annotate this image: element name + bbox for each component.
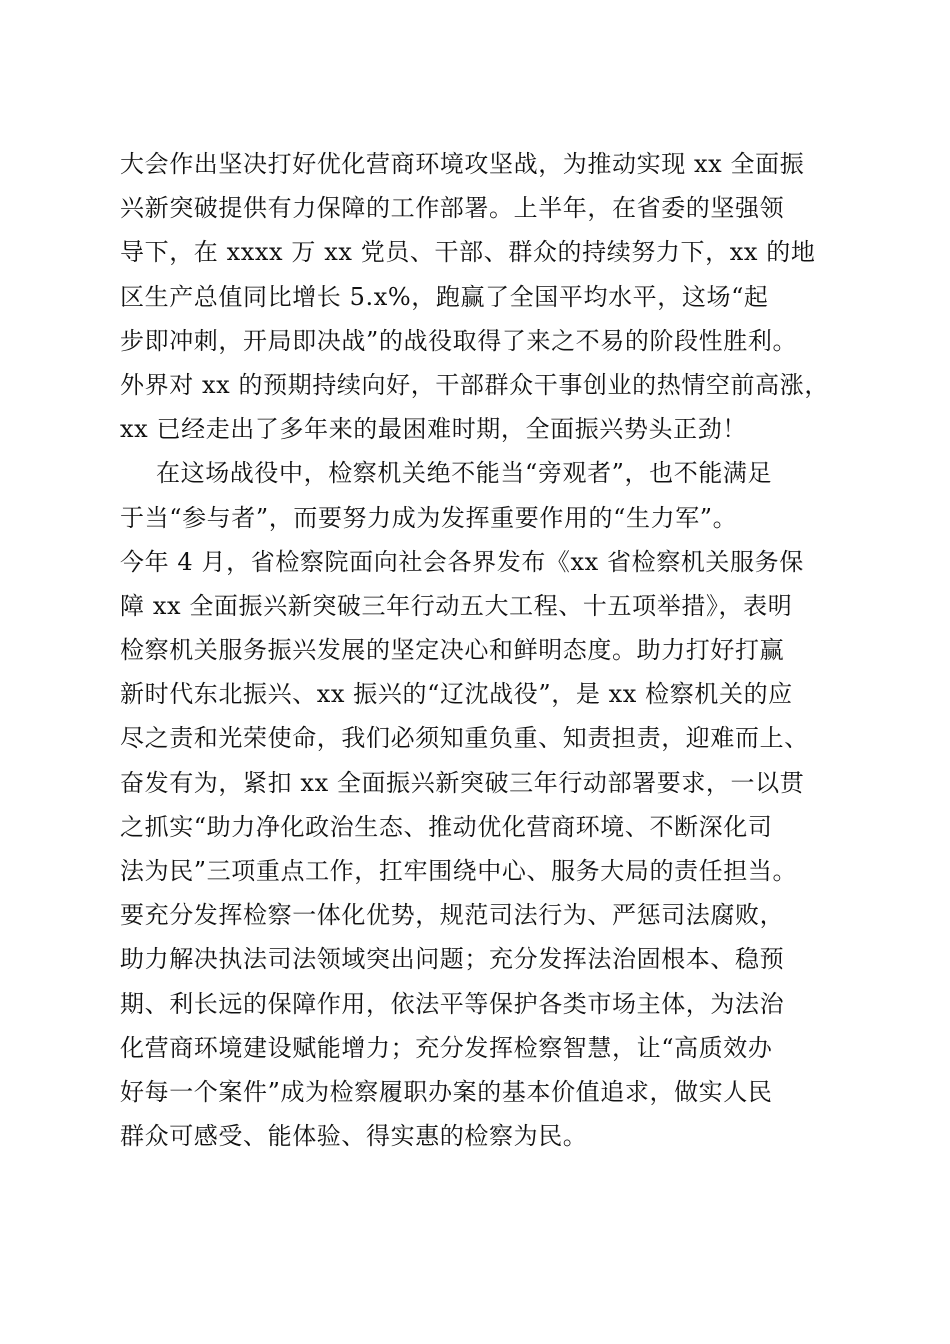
paragraph-line: 助力解决执法司法领域突出问题；充分发挥法治固根本、稳预: [120, 945, 785, 974]
paragraph-line: xx 已经走出了多年来的最困难时期，全面振兴势头正劲！: [120, 415, 747, 444]
paragraph-line: 步即冲刺，开局即决战”的战役取得了来之不易的阶段性胜利。: [120, 326, 798, 355]
paragraph-line: 兴新突破提供有力保障的工作部署。上半年，在省委的坚强领: [120, 194, 785, 223]
paragraph-line: 法为民”三项重点工作，扛牢围绕中心、服务大局的责任担当。: [120, 857, 798, 885]
paragraph-2: [120, 451, 832, 1158]
paragraph-line: 检察机关服务振兴发展的坚定决心和鲜明态度。助力打好打赢: [120, 636, 785, 665]
paragraph-line: 于当“参与者”，而要努力成为发挥重要作用的“生力军”。: [120, 503, 738, 532]
paragraph-line: 奋发有为，紧扣 xx 全面振兴新突破三年行动部署要求，一以贯: [120, 768, 805, 797]
paragraph-first-line: 在这场战役中，检察机关绝不能当“旁观者”，也不能满足: [156, 459, 773, 488]
paragraph-line: 新时代东北振兴、xx 振兴的“辽沈战役”，是 xx 检察机关的应: [120, 680, 793, 709]
paragraph-line: 之抓实“助力净化政治生态、推动优化营商环境、不断深化司: [120, 812, 773, 841]
paragraph-line: 今年 4 月，省检察院面向社会各界发布《xx 省检察机关服务保: [120, 547, 804, 576]
paragraph-line: 好每一个案件”成为检察履职办案的基本价值追求，做实人民: [120, 1077, 773, 1106]
paragraph-line: 期、利长远的保障作用，依法平等保护各类市场主体，为法治: [120, 989, 785, 1018]
paragraph-1: [120, 142, 832, 451]
paragraph-line: 导下，在 xxxx 万 xx 党员、干部、群众的持续努力下，xx 的地: [120, 238, 816, 267]
paragraph-line: 尽之责和光荣使命，我们必须知重负重、知责担责，迎难而上、: [120, 724, 809, 753]
paragraph-line: 群众可感受、能体验、得实惠的检察为民。: [120, 1122, 588, 1151]
paragraph-line: 区生产总值同比增长 5.x%，跑赢了全国平均水平，这场“起: [120, 282, 769, 311]
paragraph-line: 要充分发挥检察一体化优势，规范司法行为、严惩司法腐败，: [120, 901, 785, 930]
paragraph-line: 化营商环境建设赋能增力；充分发挥检察智慧，让“高质效办: [120, 1033, 773, 1062]
paragraph-line: 外界对 xx 的预期持续向好，干部群众干事创业的热情空前高涨，: [120, 370, 829, 399]
paragraph-line: 大会作出坚决打好优化营商环境攻坚战，为推动实现 xx 全面振: [120, 150, 805, 178]
document-body: [120, 142, 832, 1158]
paragraph-line: 障 xx 全面振兴新突破三年行动五大工程、十五项举措》，表明: [120, 591, 793, 620]
